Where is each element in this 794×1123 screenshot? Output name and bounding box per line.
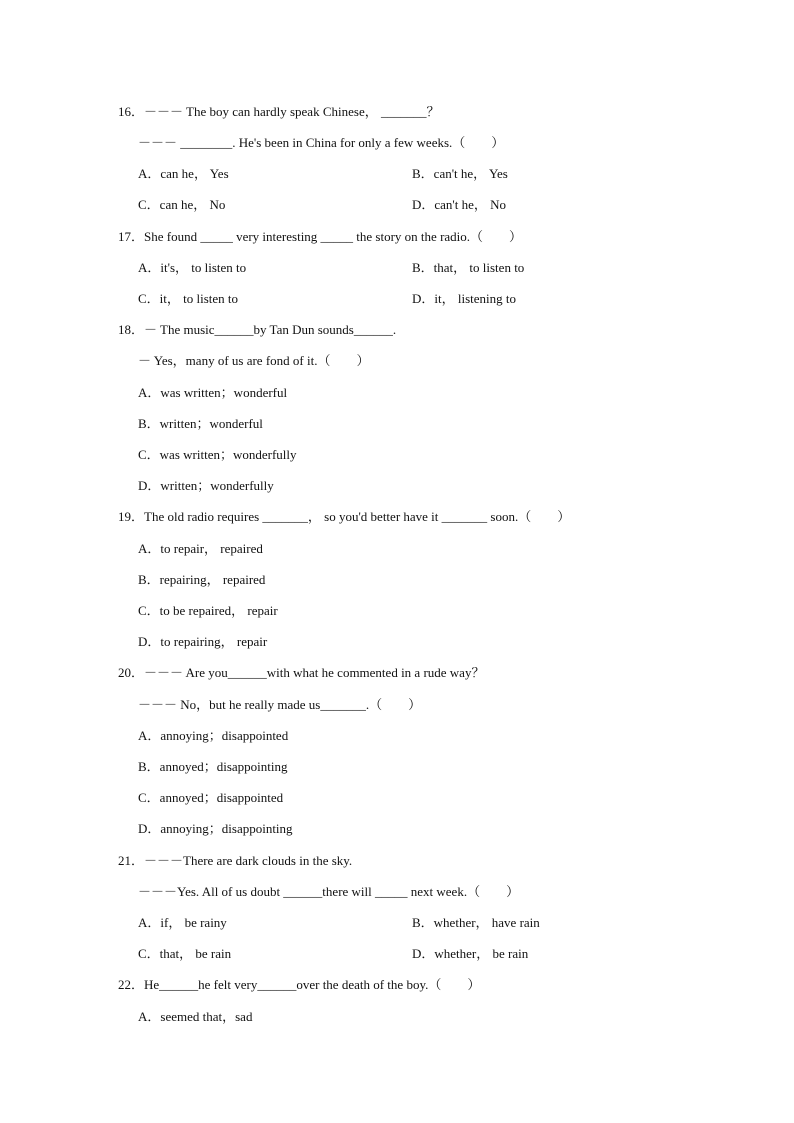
question-17-option-c: C．it， to listen to (138, 291, 239, 306)
question-17-option-b: B．that， to listen to (412, 260, 525, 275)
question-18-option-c: C．was written；wonderfully (138, 447, 297, 462)
question-17-option-a: A．it's， to listen to (138, 260, 247, 275)
question-22-option-a: A．seemed that，sad (138, 1009, 253, 1024)
question-16-option-a: A．can he， Yes (138, 166, 229, 181)
question-21-option-c: C．that， be rain (138, 946, 232, 961)
question-19-option-c: C．to be repaired， repair (138, 603, 278, 618)
question-16-stem: 16．－－－ The boy can hardly speak Chinese， _______？ (118, 104, 440, 119)
question-18-stem: 18．－ The music______by Tan Dun sounds______. (118, 322, 397, 337)
question-19-option-d: D．to repairing， repair (138, 634, 268, 649)
question-17-stem: 17．She found _____ very interesting _____ the story on the radio.（ ） (118, 229, 523, 244)
question-18-option-a: A．was written；wonderful (138, 385, 288, 400)
question-19-option-b: B．repairing， repaired (138, 572, 266, 587)
question-17-option-d: D．it， listening to (412, 291, 517, 306)
question-18-option-d: D．written；wonderfully (138, 478, 274, 493)
question-16-option-b: B．can't he， Yes (412, 166, 508, 181)
question-21-stem: 21．－－－There are dark clouds in the sky. (118, 853, 353, 868)
question-16-reply: －－－ ________. He's been in China for only a few weeks.（ ） (138, 135, 505, 150)
question-18-option-b: B．written；wonderful (138, 416, 263, 431)
question-18-reply: － Yes，many of us are fond of it.（ ） (138, 353, 370, 368)
question-20-option-a: A．annoying；disappointed (138, 728, 289, 743)
question-16-option-c: C．can he， No (138, 197, 226, 212)
question-20-option-b: B．annoyed；disappointing (138, 759, 288, 774)
question-19-option-a: A．to repair， repaired (138, 541, 263, 556)
question-19-stem: 19．The old radio requires _______， so you'd better have it _______ soon.（ ） (118, 509, 571, 524)
question-16-option-d: D．can't he， No (412, 197, 507, 212)
question-20-stem: 20．－－－ Are you______with what he commented in a rude way？ (118, 665, 485, 680)
question-20-option-d: D．annoying；disappointing (138, 821, 293, 836)
question-21-option-b: B．whether， have rain (412, 915, 540, 930)
question-20-reply: －－－ No，but he really made us_______.（ ） (138, 697, 422, 712)
question-22-stem: 22．He______he felt very______over the death of the boy.（ ） (118, 977, 481, 992)
question-21-option-a: A．if， be rainy (138, 915, 227, 930)
question-21-reply: －－－Yes. All of us doubt ______there will _____ next week.（ ） (138, 884, 520, 899)
question-20-option-c: C．annoyed；disappointed (138, 790, 284, 805)
question-21-option-d: D．whether， be rain (412, 946, 529, 961)
